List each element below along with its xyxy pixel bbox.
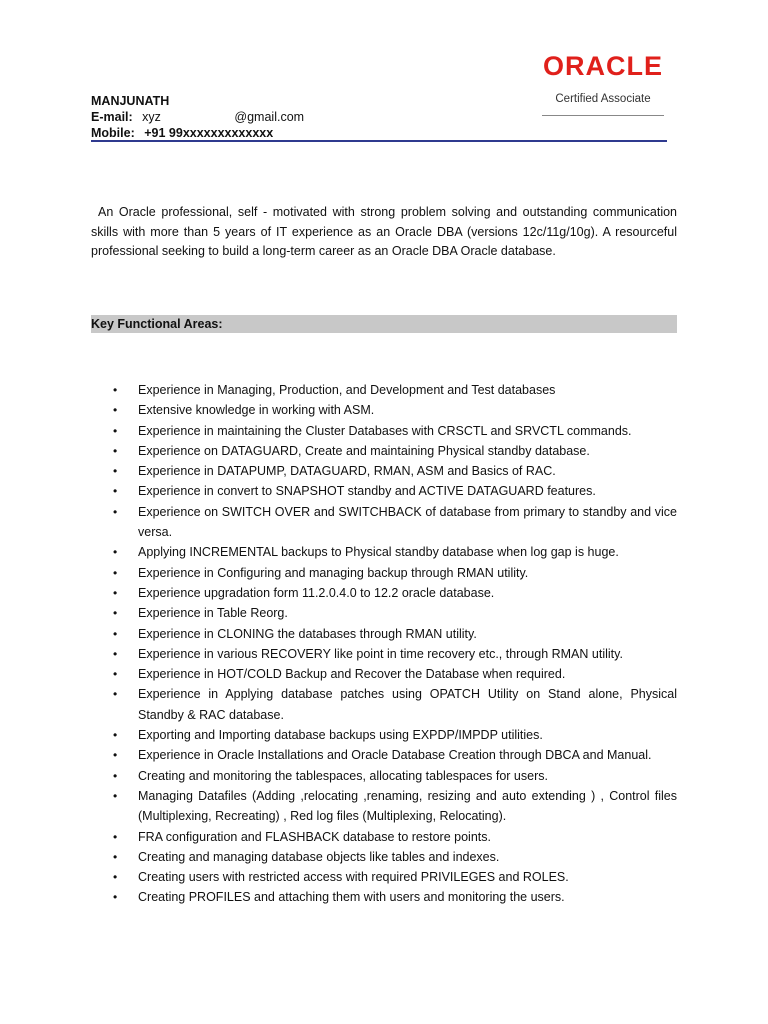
list-item [91, 380, 677, 400]
bullet-icon: • [113, 667, 118, 682]
bullet-icon: • [113, 565, 118, 580]
list-item-text: Managing Datafiles (Adding ,relocating ,renaming, resizing and auto extending ) , Control files (Multiplexing, Recreating) , Red log files (Multiplexing, Relocating). [138, 788, 677, 824]
bullet-icon: • [113, 748, 118, 763]
list-item-text: Experience in convert to SNAPSHOT standby and ACTIVE DATAGUARD features. [138, 484, 596, 499]
email-domain: @gmail.com [234, 110, 305, 124]
bullet-icon: • [113, 849, 118, 864]
key-functional-areas-list [91, 380, 677, 908]
list-item [91, 481, 677, 501]
list-item-text: Experience in Applying database patches using OPATCH Utility on Stand alone, Physical Standby & RAC database. [138, 687, 677, 722]
list-item [91, 583, 677, 603]
bullet-icon: • [113, 890, 118, 905]
list-item [91, 624, 677, 644]
header-divider [91, 140, 667, 142]
list-item-text: Experience in Configuring and managing backup through RMAN utility. [138, 565, 529, 580]
bullet-icon: • [113, 423, 118, 438]
email-user: xyz [142, 110, 161, 124]
list-item [91, 441, 677, 461]
bullet-icon: • [113, 870, 118, 885]
logo-subtitle: Certified Associate [555, 93, 651, 105]
mobile-number: +91 99xxxxxxxxxxxxx [144, 126, 274, 140]
bullet-icon: • [113, 829, 118, 844]
bullet-icon: • [113, 768, 118, 783]
list-item-text: Experience in HOT/COLD Backup and Recover the Database when required. [138, 667, 566, 682]
list-item-text: Creating users with restricted access with required PRIVILEGES and ROLES. [138, 870, 569, 885]
list-item-text: Experience in various RECOVERY like point in time recovery etc., through RMAN utility. [138, 646, 623, 661]
list-item [91, 664, 677, 684]
mobile-line [91, 125, 667, 141]
list-item-text: Creating and managing database objects like tables and indexes. [138, 849, 500, 864]
list-item-text: Creating PROFILES and attaching them with users and monitoring the users. [138, 890, 565, 905]
bullet-icon: • [113, 646, 118, 661]
bullet-icon: • [113, 728, 118, 743]
list-item [91, 887, 677, 907]
list-item-text: Creating and monitoring the tablespaces, allocating tablespaces for users. [138, 768, 548, 783]
email-line [91, 109, 667, 125]
list-item [91, 745, 677, 765]
bullet-icon: • [113, 606, 118, 621]
list-item-text: Experience on DATAGUARD, Create and maintaining Physical standby database. [138, 443, 590, 458]
bullet-icon: • [113, 585, 118, 600]
list-item [91, 766, 677, 786]
bullet-icon: • [113, 484, 118, 499]
bullet-icon: • [113, 383, 118, 397]
list-item [91, 644, 677, 664]
mobile-label: Mobile: [91, 126, 135, 140]
list-item-text: Experience in Managing, Production, and Development and Test databases [138, 383, 556, 397]
bullet-icon: • [113, 545, 118, 560]
list-item-text: Extensive knowledge in working with ASM. [138, 403, 375, 418]
professional-summary [91, 203, 677, 262]
list-item [91, 461, 677, 481]
list-item [91, 542, 677, 562]
list-item [91, 725, 677, 745]
bullet-icon: • [113, 443, 118, 458]
list-item [91, 827, 677, 847]
list-item-text: Experience in DATAPUMP, DATAGUARD, RMAN, ASM and Basics of RAC. [138, 464, 556, 479]
list-item-text: Experience upgradation form 11.2.0.4.0 to 12.2 oracle database. [138, 585, 495, 600]
summary-text: An Oracle professional, self - motivated with strong problem solving and outstanding communication skills with more than 5 years of IT experience as an Oracle DBA (versions 12c/11g/10g). A resourceful professional seeking to build a long-term career as an Oracle DBA Oracle database. [91, 205, 677, 258]
bullet-icon: • [113, 626, 118, 641]
list-item [91, 400, 677, 420]
list-item [91, 502, 677, 543]
list-item [91, 847, 677, 867]
oracle-logo-wordmark: ORACLE [543, 51, 663, 81]
email-label: E-mail: [91, 110, 133, 124]
bullet-icon: • [113, 464, 118, 479]
list-item [91, 786, 677, 827]
list-item [91, 603, 677, 623]
bullet-icon: • [113, 687, 118, 702]
list-item-text: Applying INCREMENTAL backups to Physical standby database when log gap is huge. [138, 545, 619, 560]
list-item [91, 421, 677, 441]
section-heading-bar [91, 315, 677, 333]
list-item-text: Experience in Table Reorg. [138, 606, 288, 621]
candidate-name: MANJUNATH [91, 94, 170, 108]
list-item [91, 684, 677, 725]
list-item-text: Exporting and Importing database backups using EXPDP/IMPDP utilities. [138, 728, 543, 743]
bullet-icon: • [113, 504, 118, 519]
list-item [91, 563, 677, 583]
section-title: Key Functional Areas: [91, 317, 223, 331]
list-item-text: Experience on SWITCH OVER and SWITCHBACK of database from primary to standby and vice versa. [138, 504, 677, 540]
bullet-icon: • [113, 788, 118, 803]
list-item-text: Experience in maintaining the Cluster Databases with CRSCTL and SRVCTL commands. [138, 423, 632, 438]
list-item-text: Experience in CLONING the databases through RMAN utility. [138, 626, 477, 641]
list-item-text: FRA configuration and FLASHBACK database to restore points. [138, 829, 491, 844]
list-item-text: Experience in Oracle Installations and Oracle Database Creation through DBCA and Manual. [138, 748, 652, 763]
list-item [91, 867, 677, 887]
bullet-icon: • [113, 403, 118, 418]
contact-header [91, 93, 667, 141]
